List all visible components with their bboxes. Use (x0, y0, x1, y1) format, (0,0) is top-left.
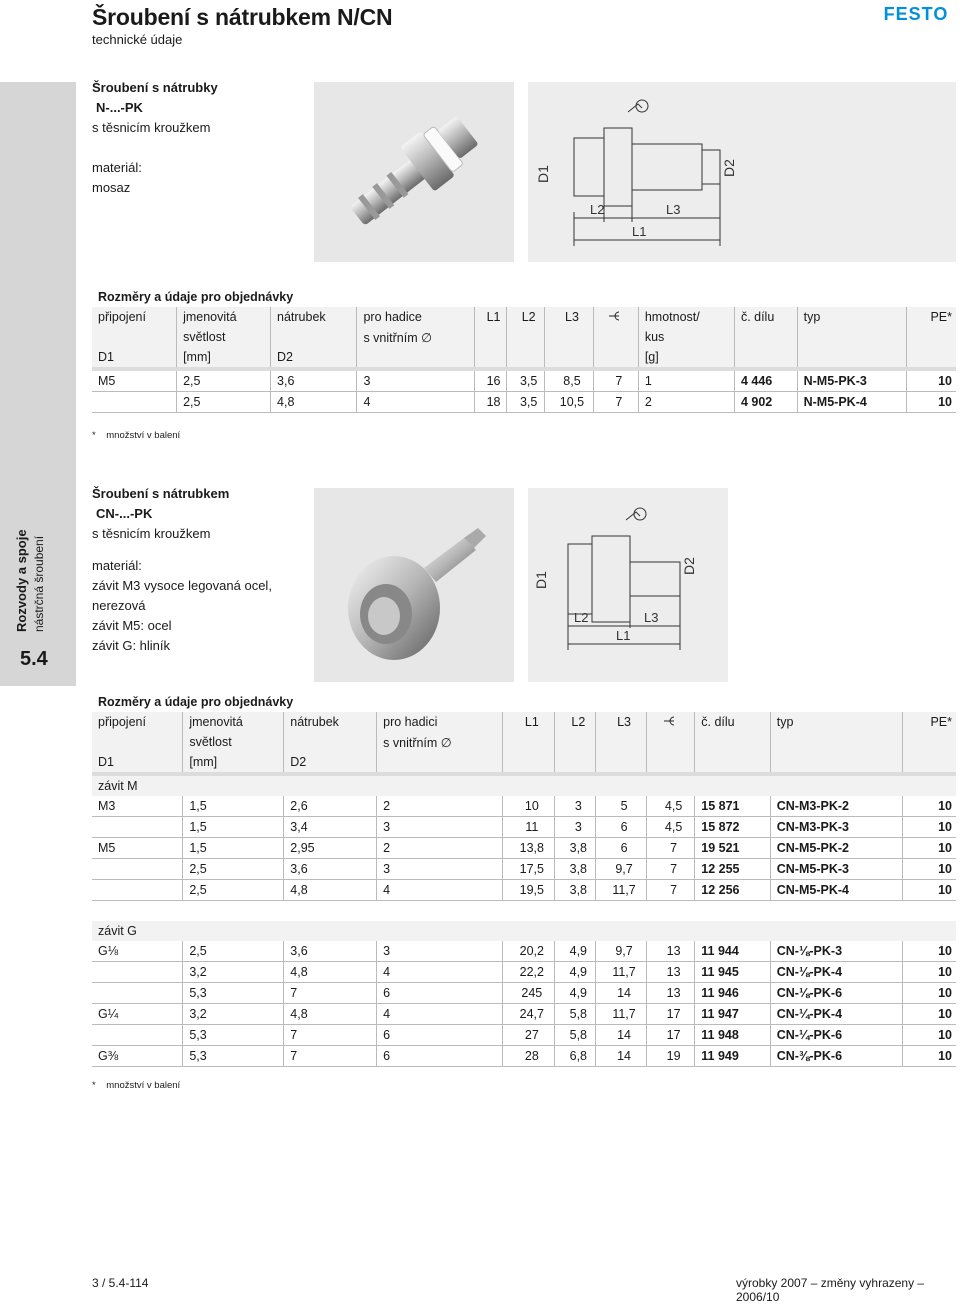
table-cell: 17,5 (503, 859, 555, 880)
table-cell: 3,2 (183, 962, 284, 983)
fitting-n-image (314, 82, 514, 262)
section2-model: CN-...-PK (96, 506, 153, 521)
table-cell: 5,3 (183, 1046, 284, 1067)
page-title: Šroubení s nátrubkem N/CN (92, 4, 393, 30)
table-cell: 4,9 (555, 962, 596, 983)
table-cell: 2,95 (284, 838, 377, 859)
table-cell: 10 (902, 1004, 956, 1025)
table1-header-cell: jmenovitá (177, 307, 271, 327)
table-cell: 16 (474, 371, 506, 392)
table1-caption: Rozměry a údaje pro objednávky (98, 290, 294, 304)
table1-header-cell: hmotnost/ (638, 307, 734, 327)
table-cell: 19 521 (695, 838, 770, 859)
table1-footnote (92, 430, 180, 441)
table-cell (92, 983, 183, 1004)
table1-header-cell: nátrubek (271, 307, 357, 327)
fitting-cn-image (314, 488, 514, 682)
table-cell: 4 (377, 880, 503, 901)
footnote-text: množství v balení (106, 430, 181, 441)
table-cell: 10 (902, 838, 956, 859)
table-cell: 11,7 (596, 1004, 647, 1025)
table-cell: 13 (646, 962, 694, 983)
table-cell: 10 (906, 392, 956, 413)
table1-header-cell: [g] (638, 347, 734, 367)
table-cell: 12 255 (695, 859, 770, 880)
label-l2: L2 (590, 202, 605, 217)
table2-header-cell: typ (770, 712, 902, 732)
table-cell: CN-⅛-PK-6 (770, 983, 902, 1004)
sidebar-section-subtitle: nástrčná šroubení (32, 535, 46, 632)
table2-header-cell: L3 (596, 712, 647, 732)
section2-material-line: závit G: hliník (92, 638, 171, 653)
table-cell: G¼ (92, 1004, 183, 1025)
table-row (92, 838, 956, 859)
table-cell: 245 (503, 983, 555, 1004)
table-cell: 12 256 (695, 880, 770, 901)
table-cell: 6 (377, 983, 503, 1004)
table-cell: G⅛ (92, 941, 183, 962)
table1-header-cell: L1 (474, 307, 506, 327)
table-cell: CN-M3-PK-3 (770, 817, 902, 838)
table-cell: 3,5 (507, 392, 545, 413)
table-row (92, 796, 956, 817)
table-cell: CN-¼-PK-4 (770, 1004, 902, 1025)
table-cell: 3,5 (507, 371, 545, 392)
table-cell: 7 (593, 392, 638, 413)
table-cell: 3,8 (555, 880, 596, 901)
table-cell: 4,9 (555, 983, 596, 1004)
table2-header-cell: L1 (503, 712, 555, 732)
table-cell: 13 (646, 983, 694, 1004)
table-cell: 4,8 (271, 392, 357, 413)
table1-header-cell: L3 (545, 307, 594, 327)
section2-description (92, 484, 272, 656)
order-table-cn-pk (92, 692, 956, 1067)
table-row (92, 941, 956, 962)
table-cell (92, 880, 183, 901)
table-cell: 4 (377, 1004, 503, 1025)
table-row (92, 1046, 956, 1067)
table-cell: 3 (555, 796, 596, 817)
table-cell: N-M5-PK-4 (797, 392, 906, 413)
table-cell: 4,8 (284, 880, 377, 901)
table2-footnote (92, 1080, 180, 1091)
table-cell: 10 (503, 796, 555, 817)
table2-header-cell: připojení (92, 712, 183, 732)
table-cell: 5,8 (555, 1025, 596, 1046)
table-cell: M5 (92, 838, 183, 859)
table-cell: 11 944 (695, 941, 770, 962)
table-cell: 7 (646, 880, 694, 901)
table-cell: 19,5 (503, 880, 555, 901)
footnote-text: množství v balení (106, 1080, 181, 1091)
table-cell (92, 817, 183, 838)
table-cell: CN-⅛-PK-4 (770, 962, 902, 983)
table-cell: CN-¼-PK-6 (770, 1025, 902, 1046)
table2-header-cell: PE* (902, 712, 956, 732)
table-row (92, 1004, 956, 1025)
table-cell: 5,3 (183, 1025, 284, 1046)
table1-header-cell: kus (638, 327, 734, 347)
table-cell: 19 (646, 1046, 694, 1067)
table-cell: 2 (377, 796, 503, 817)
table-cell: G⅜ (92, 1046, 183, 1067)
label-d1: D1 (533, 571, 549, 589)
table-cell: 10 (902, 817, 956, 838)
table-cell: 3,8 (555, 859, 596, 880)
table-cell: 10 (902, 880, 956, 901)
section2-feature: s těsnicím kroužkem (92, 526, 211, 541)
table1-header-cell: D1 (92, 347, 177, 367)
table-cell: 7 (646, 859, 694, 880)
table-cell: CN-⅜-PK-6 (770, 1046, 902, 1067)
table-cell: 3,8 (555, 838, 596, 859)
table-cell: 3,6 (271, 371, 357, 392)
section1-description (92, 78, 218, 198)
table-cell: 11 946 (695, 983, 770, 1004)
table-cell: CN-M5-PK-2 (770, 838, 902, 859)
label-l3: L3 (644, 610, 659, 625)
section2-material-line: závit M5: ocel (92, 618, 172, 633)
brand-text: FESTO (883, 4, 949, 24)
label-d2: D2 (681, 557, 697, 575)
section2-material-line: nerezová (92, 598, 146, 613)
table-cell: 6 (596, 817, 647, 838)
table-cell: 9,7 (596, 859, 647, 880)
table-cell: 6,8 (555, 1046, 596, 1067)
table-cell: 2 (377, 838, 503, 859)
section1-feature: s těsnicím kroužkem (92, 120, 211, 135)
table-cell: 7 (284, 983, 377, 1004)
table-cell: 14 (596, 983, 647, 1004)
table-cell: 13 (646, 941, 694, 962)
table-cell: 4,8 (284, 1004, 377, 1025)
table-cell: 4,5 (646, 817, 694, 838)
table-cell: 3 (377, 817, 503, 838)
table-cell: 4,8 (284, 962, 377, 983)
table-cell: 3 (377, 941, 503, 962)
table1-header-cell: pro hadice (357, 307, 474, 327)
table-cell: 7 (284, 1046, 377, 1067)
dimension-drawing (528, 82, 956, 262)
page-subtitle: technické údaje (92, 32, 183, 47)
table-cell: 2,5 (183, 941, 284, 962)
table-cell: 11 949 (695, 1046, 770, 1067)
table-cell: 5,8 (555, 1004, 596, 1025)
table1-header-cell: L2 (507, 307, 545, 327)
table-cell: 10 (902, 962, 956, 983)
section2-material-label: materiál: (92, 558, 142, 573)
table-cell (92, 392, 177, 413)
table-cell: 9,7 (596, 941, 647, 962)
table-cell: 11,7 (596, 962, 647, 983)
table-cell: 4 (357, 392, 474, 413)
section2-heading: Šroubení s nátrubkem (92, 486, 230, 501)
table-cell: 10 (906, 371, 956, 392)
section1-material-label: materiál: (92, 160, 142, 175)
table-cell: 3,4 (284, 817, 377, 838)
label-l1: L1 (616, 628, 631, 643)
table-cell: 20,2 (503, 941, 555, 962)
table-cell: 4,9 (555, 941, 596, 962)
table-cell: 2,6 (284, 796, 377, 817)
label-l3: L3 (666, 202, 681, 217)
table2-header-cell: jmenovitá (183, 712, 284, 732)
table-row (92, 392, 956, 413)
table-cell: 13,8 (503, 838, 555, 859)
label-l1: L1 (632, 224, 647, 239)
table-cell: 10 (902, 796, 956, 817)
table-cell: CN-M5-PK-4 (770, 880, 902, 901)
table2-header-cell: světlost (183, 732, 284, 752)
table-cell: 6 (377, 1046, 503, 1067)
table-cell: 4 (377, 962, 503, 983)
table-cell: 10,5 (545, 392, 594, 413)
table-cell: 4,5 (646, 796, 694, 817)
section1-heading: Šroubení s nátrubky (92, 80, 218, 95)
label-l2: L2 (574, 610, 589, 625)
table2-header-cell: nátrubek (284, 712, 377, 732)
label-d1: D1 (535, 165, 551, 183)
table-cell: 1,5 (183, 817, 284, 838)
section1-material: mosaz (92, 180, 131, 195)
table-cell: 10 (902, 941, 956, 962)
table-cell: 11 948 (695, 1025, 770, 1046)
table-cell: CN-⅛-PK-3 (770, 941, 902, 962)
table2-header-cell: s vnitřním ∅ (377, 732, 503, 752)
table-cell: M3 (92, 796, 183, 817)
table-row (92, 880, 956, 901)
table-cell: 15 872 (695, 817, 770, 838)
table-cell: N-M5-PK-3 (797, 371, 906, 392)
footnote-mark: * (92, 430, 96, 441)
table-cell (92, 962, 183, 983)
table-cell: 1,5 (183, 838, 284, 859)
table2-header-cell: č. dílu (695, 712, 770, 732)
festo-logo (878, 4, 954, 24)
table-cell: 7 (593, 371, 638, 392)
wrench-icon (593, 307, 638, 327)
table-row (92, 1025, 956, 1046)
table2-header-cell: L2 (555, 712, 596, 732)
table-row (92, 983, 956, 1004)
technical-drawing-n-pk (528, 82, 956, 262)
wrench-icon (646, 712, 694, 732)
table-cell (92, 859, 183, 880)
table-cell: 22,2 (503, 962, 555, 983)
table-cell: 7 (646, 838, 694, 859)
table2-header-cell: D2 (284, 752, 377, 772)
table-cell: 14 (596, 1046, 647, 1067)
section1-model: N-...-PK (96, 100, 143, 115)
table-cell: 6 (377, 1025, 503, 1046)
sidebar-section-number: 5.4 (20, 648, 48, 670)
table2-header-cell: [mm] (183, 752, 284, 772)
table-cell: 3,6 (284, 941, 377, 962)
table-cell: 10 (902, 1046, 956, 1067)
page-number: 3 / 5.4-114 (92, 1276, 149, 1290)
table-cell: 10 (902, 1025, 956, 1046)
table-cell: 3 (377, 859, 503, 880)
table-cell: 5 (596, 796, 647, 817)
table1-header-cell: [mm] (177, 347, 271, 367)
table-cell: 18 (474, 392, 506, 413)
table-cell: 2 (638, 392, 734, 413)
table-cell: 11,7 (596, 880, 647, 901)
table-cell: 7 (284, 1025, 377, 1046)
table-cell: 11 947 (695, 1004, 770, 1025)
table-cell: 11 (503, 817, 555, 838)
table-cell: 3 (555, 817, 596, 838)
section2-material-line: závit M3 vysoce legovaná ocel, (92, 578, 272, 593)
table-cell: 4 446 (734, 371, 797, 392)
table-cell: 4 902 (734, 392, 797, 413)
table-cell: 3,2 (183, 1004, 284, 1025)
table-cell: 17 (646, 1004, 694, 1025)
table-cell: 3 (357, 371, 474, 392)
table1-header-cell: připojení (92, 307, 177, 327)
table1-header-cell: D2 (271, 347, 357, 367)
product-photo-n-pk (314, 82, 514, 262)
table-cell: 6 (596, 838, 647, 859)
table-cell: 2,5 (177, 392, 271, 413)
table-cell: 2,5 (183, 859, 284, 880)
table-row (92, 859, 956, 880)
table-cell: 1,5 (183, 796, 284, 817)
table-cell: 10 (902, 983, 956, 1004)
table-cell: 3,6 (284, 859, 377, 880)
table-cell: 10 (902, 859, 956, 880)
table-cell: 17 (646, 1025, 694, 1046)
table-cell: CN-M5-PK-3 (770, 859, 902, 880)
table2-header-cell: D1 (92, 752, 183, 772)
table1-header-cell: s vnitřním ∅ (357, 327, 474, 347)
table2-header-cell: pro hadici (377, 712, 503, 732)
table-cell: 28 (503, 1046, 555, 1067)
table-cell: 5,3 (183, 983, 284, 1004)
table-cell: 24,7 (503, 1004, 555, 1025)
table-row (92, 371, 956, 392)
table1-header-cell: světlost (177, 327, 271, 347)
sidebar-section-title: Rozvody a spoje (14, 529, 29, 632)
table-row (92, 817, 956, 838)
table-cell: 14 (596, 1025, 647, 1046)
table-cell: 2,5 (177, 371, 271, 392)
table-cell: CN-M3-PK-2 (770, 796, 902, 817)
table-cell: 11 945 (695, 962, 770, 983)
table-row (92, 962, 956, 983)
group-label-m: závit M (92, 776, 956, 796)
table-cell (92, 1025, 183, 1046)
table1-header-cell: typ (797, 307, 906, 327)
product-photo-cn-pk (314, 488, 514, 682)
table-cell: M5 (92, 371, 177, 392)
table-cell: 1 (638, 371, 734, 392)
order-table-n-pk (92, 287, 956, 413)
footnote-mark: * (92, 1080, 96, 1091)
label-d2: D2 (721, 159, 737, 177)
table-cell: 27 (503, 1025, 555, 1046)
table-cell: 15 871 (695, 796, 770, 817)
technical-drawing-cn-pk (528, 488, 728, 682)
group-label-g: závit G (92, 921, 956, 941)
table1-header-cell: č. dílu (734, 307, 797, 327)
edition-note: výrobky 2007 – změny vyhrazeny – 2006/10 (736, 1276, 925, 1304)
table-cell: 2,5 (183, 880, 284, 901)
table-cell: 8,5 (545, 371, 594, 392)
table1-header-cell: PE* (906, 307, 956, 327)
dimension-drawing-cn (528, 488, 728, 682)
table2-caption: Rozměry a údaje pro objednávky (98, 695, 294, 709)
